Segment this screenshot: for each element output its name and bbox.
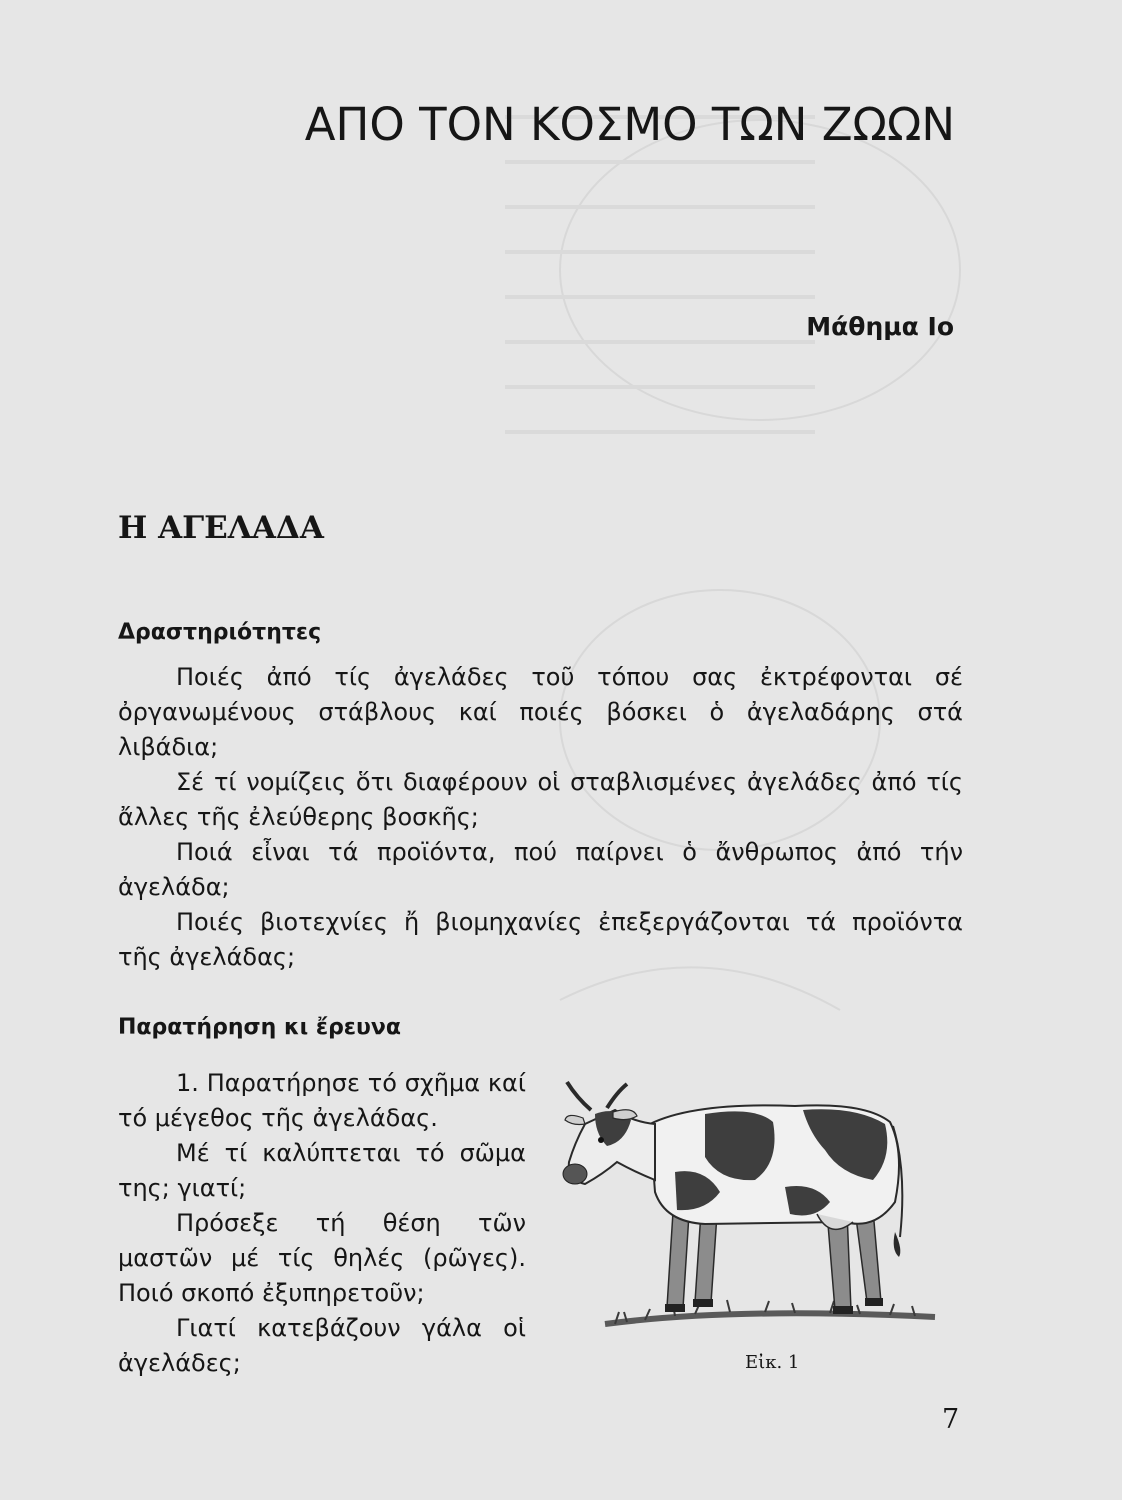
observation-question: Πρόσεξε τή θέση τῶν μαστῶν μέ τίς θηλές (ρῶγες). Ποιό σκοπό ἐξυπηρετοῦν; — [118, 1209, 526, 1307]
grass-icon — [605, 1300, 935, 1324]
page-title: ΑΠΟ ΤΟΝ ΚΟΣΜΟ ΤΩΝ ΖΩΩΝ — [304, 98, 955, 151]
lesson-label: Μάθημα Ιο — [806, 312, 954, 341]
activity-question: Σέ τί νομίζεις ὅτι διαφέρουν οἱ σταβλισμένες ἀγελάδες ἀπό τίς ἄλλες τῆς ἐλεύθερης βοσκῆς; — [118, 768, 963, 831]
observation-question: 1. Παρατήρησε τό σχῆμα καί τό μέγεθος τῆς ἀγελάδας. — [118, 1069, 526, 1132]
cow-illustration — [555, 1062, 945, 1352]
chapter-heading: Η ΑΓΕΛΑΔΑ — [118, 510, 324, 546]
figure-caption: Εἰκ. 1 — [745, 1352, 800, 1373]
observation-heading: Παρατήρηση κι ἔρευνα — [118, 1015, 402, 1040]
activities-heading: Δραστηριότητες — [118, 620, 322, 645]
observation-question: Γιατί κατεβάζουν γάλα οἱ ἀγελάδες; — [118, 1314, 526, 1377]
observation-question: Μέ τί καλύπτεται τό σῶμα της; γιατί; — [118, 1139, 526, 1202]
activity-question: Ποιές ἀπό τίς ἀγελάδες τοῦ τόπου σας ἐκτρέφονται σέ ὀργανωμένους στάβλους καί ποιές βόσκει ὁ ἀγελαδάρης στά λιβάδια; — [118, 663, 963, 761]
activities-questions — [118, 660, 963, 975]
activity-question: Ποιά εἶναι τά προϊόντα, πού παίρνει ὁ ἄνθρωπος ἀπό τήν ἀγελάδα; — [118, 838, 963, 901]
observation-questions — [118, 1066, 526, 1381]
page-number: 7 — [942, 1404, 960, 1435]
activity-question: Ποιές βιοτεχνίες ἤ βιομηχανίες ἐπεξεργάζονται τά προϊόντα τῆς ἀγελάδας; — [118, 908, 963, 971]
